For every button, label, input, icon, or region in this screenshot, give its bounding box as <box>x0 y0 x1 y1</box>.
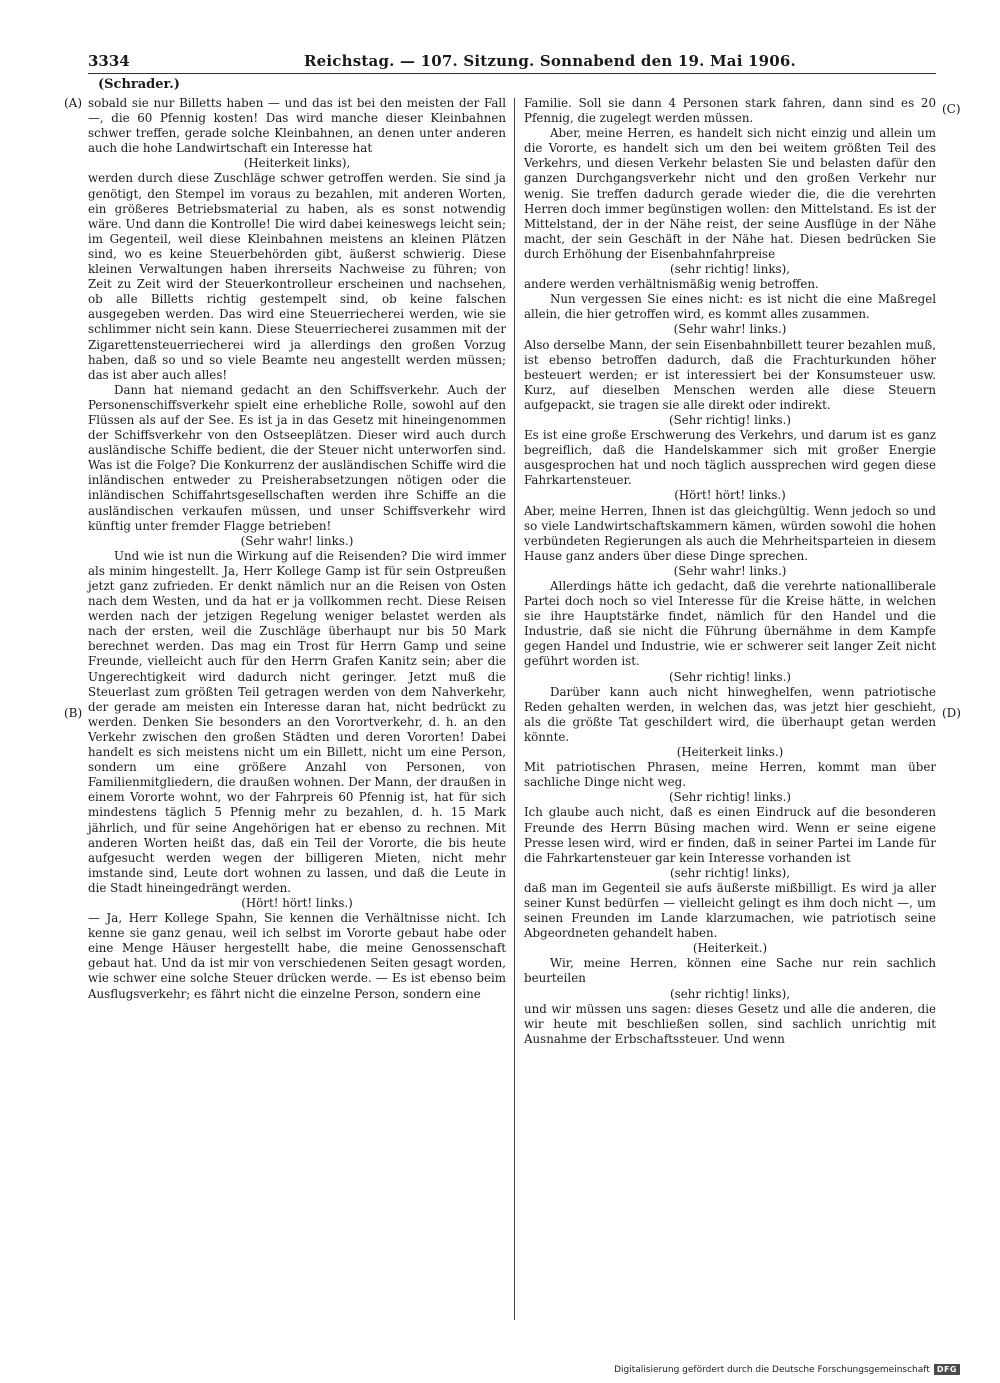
left-column <box>88 96 506 1002</box>
paragraph: Aber, meine Herren, Ihnen ist das gleichgültig. Wenn jedoch so und so viele Landwirtschaftskammern kämen, würden sowohl die hohen verbündeten Regierungen als auch die Mehrheitsparteien in diesem Hause ganz anders über diese Dinge sprechen. <box>524 503 936 563</box>
paragraph: werden durch diese Zuschläge schwer getroffen werden. Sie sind ja genötigt, den Stempel im voraus zu bezahlen, mit anderen Worten, ein größeres Betriebsmaterial zu haben, als es sonst notwendig wäre. Und dann die Kontrolle! Die wird dabei keineswegs leicht sein; im Gegenteil, weil diese Kleinbahnen meistens an kleinen Plätzen sind, wo es keine Steuerbehörden gibt, äußerst schwierig. Diese kleinen Verwaltungen haben ihrerseits Nachweise zu führen; von Zeit zu Zeit wird der Steuerkontrolleur erscheinen und nachsehen, ob alle Billetts richtig gestempelt sind, ob keine falschen ausgegeben werden. Das wird eine Steuerriecherei werden, wie sie schlimmer nicht sein kann. Diese Steuerriecherei zusammen mit der Zigarettensteuerriecherei wird ja allerdings den großen Vorzug haben, daß so und so viele Beamte neu angestellt werden müssen; das ist aber auch alles! <box>88 171 506 382</box>
interjection: (Heiterkeit links.) <box>676 745 784 760</box>
margin-mark-a: (A) <box>64 96 83 110</box>
paragraph: Allerdings hätte ich gedacht, daß die verehrte nationalliberale Partei doch noch so viel Interesse für die Kreise hätte, in welchen sie ihre Hauptstärke findet, nämlich für den Handel und die Industrie, daß sie nicht die Führung übernähme in dem Kampfe gegen Handel und Industrie, wie er schwerer seit langer Zeit nicht geführt worden ist. <box>524 579 936 669</box>
interjection: (Hört! hört! links.) <box>241 895 353 910</box>
column-divider <box>514 98 515 1320</box>
paragraph: sobald sie nur Billetts haben — und das ist bei den meisten der Fall —, die 60 Pfennig kosten! Das wird manche dieser Kleinbahnen schwer treffen, gerade solche Kleinbahnen, an denen unter anderen auch die hohe Landwirtschaft ein Interesse hat <box>88 96 506 156</box>
interjection: (Sehr richtig! links.) <box>668 412 791 427</box>
interjection: (sehr richtig! links), <box>670 262 790 277</box>
paragraph: Mit patriotischen Phrasen, meine Herren, kommt man über sachliche Dinge nicht weg. <box>524 760 936 790</box>
margin-mark-d: (D) <box>942 706 961 720</box>
interjection: (Hört! hört! links.) <box>674 488 786 503</box>
paragraph: Ich glaube auch nicht, daß es einen Eindruck auf die besonderen Freunde des Herrn Büsing machen wird. Wenn er seine eigene Presse lesen wird, wird er finden, daß in seiner Partei im Lande für die Fahrkartensteuer gar kein Interesse vorhanden ist <box>524 805 936 865</box>
interjection: (Sehr wahr! links.) <box>673 322 787 337</box>
paragraph: Dann hat niemand gedacht an den Schiffsverkehr. Auch der Personenschiffsverkehr spielt eine erhebliche Rolle, sowohl auf den Flüssen als auf der See. Es ist ja in das Gesetz mit hineingenommen der Schiffsverkehr von den Ostseeplätzen. Dieser wird auch durch ausländische Schiffe bedient, die der Steuer nicht unterworfen sind. Was ist die Folge? Die Konkurrenz der ausländischen Schiffe wird die inländischen entweder zu Preisherabsetzungen nötigen oder die inländischen Schiffahrtsgesellschaften werden ihre Schiffe an die ausländischen verkaufen müssen, und unser Schiffsverkehr wird künftig unter fremder Flagge betrieben! <box>88 382 506 533</box>
paragraph: und wir müssen uns sagen: dieses Gesetz und alle die anderen, die wir heute mit beschließen sollen, sind sachlich unrichtig mit Ausnahme der Erbschaftssteuer. Und wenn <box>524 1001 936 1046</box>
interjection: (Sehr wahr! links.) <box>673 563 787 578</box>
footer-credit-text: Digitalisierung gefördert durch die Deutsche Forschungsgemeinschaft <box>614 1364 930 1375</box>
paragraph: Es ist eine große Erschwerung des Verkehrs, und darum ist es ganz begreiflich, daß die Handelskammer sich mit großer Energie ausgesprochen hat und noch täglich aussprechen wird gegen diese Fahrkartensteuer. <box>524 428 936 488</box>
interjection: (Heiterkeit links), <box>243 156 351 171</box>
paragraph: Aber, meine Herren, es handelt sich nicht einzig und allein um die Vororte, es handelt sich um den bei weitem größten Teil des Verkehrs, und diesen Verkehr belasten Sie und belasten dafür den ganzen Durchgangsverkehr nicht und den großen Verkehr nur wenig. Sie treffen dadurch gerade wieder die, die die verehrten Herren doch immer begünstigen wollen: den Mittelstand. Es ist der Mittelstand, der in der Nähe reist, der seine Ausflüge in der Nähe macht, der sein Geschäft in der Nähe hat. Diesen bedrücken Sie durch Erhöhung der Eisenbahnfahrpreise <box>524 126 936 261</box>
interjection: (Heiterkeit.) <box>692 941 768 956</box>
paragraph: Wir, meine Herren, können eine Sache nur rein sachlich beurteilen <box>524 956 936 986</box>
paragraph: — Ja, Herr Kollege Spahn, Sie kennen die Verhältnisse nicht. Ich kenne sie ganz genau, weil ich selbst im Vororte gebaut habe oder eine Menge Häuser hergestellt habe, die meine Genossenschaft gebaut hat. Und da ist mir von verschiedenen Seiten gesagt worden, wie schwer eine solche Steuer drücken werde. — Es ist ebenso beim Ausflugsverkehr; es fährt nicht die einzelne Person, sondern eine <box>88 911 506 1001</box>
interjection: (Sehr richtig! links.) <box>668 669 791 684</box>
interjection: (Sehr richtig! links.) <box>668 790 791 805</box>
dfg-logo-icon: DFG <box>934 1364 960 1375</box>
interjection: (sehr richtig! links), <box>670 865 790 880</box>
interjection: (sehr richtig! links), <box>670 986 790 1001</box>
interjection: (Sehr wahr! links.) <box>240 533 354 548</box>
paragraph: Nun vergessen Sie eines nicht: es ist nicht die eine Maßregel allein, die hier getroffen wird, es kommt alles zusammen. <box>524 292 936 322</box>
paragraph: daß man im Gegenteil sie aufs äußerste mißbilligt. Es wird ja aller seiner Kunst bedürfen — vielleicht gelingt es ihm doch nicht —, um seinen Freunden im Lande klarzumachen, wie patriotisch seine Abgeordneten gehandelt haben. <box>524 880 936 941</box>
page-header-title: Reichstag. — 107. Sitzung. Sonnabend den 19. Mai 1906. <box>304 52 796 70</box>
footer-credit <box>614 1364 960 1375</box>
paragraph: Also derselbe Mann, der sein Eisenbahnbillett teurer bezahlen muß, ist ebenso betroffen dadurch, daß die Frachturkunden höher besteuert werden; er ist interessiert bei der Konsumsteuer usw. Kurz, auf dieselben Menschen werden alle diese Steuern aufgepackt, sie tragen sie alle direkt oder indirekt. <box>524 337 936 412</box>
paragraph: Darüber kann auch nicht hinweghelfen, wenn patriotische Reden gehalten werden, in welchen das, was jetzt hier geschieht, als die größte Tat geschildert wird, die überhaupt getan werden könnte. <box>524 684 936 744</box>
margin-mark-b: (B) <box>64 706 83 720</box>
paragraph: andere werden verhältnismäßig wenig betroffen. <box>524 277 819 292</box>
speaker-name: (Schrader.) <box>98 77 180 92</box>
paragraph: Familie. Soll sie dann 4 Personen stark fahren, dann sind es 20 Pfennig, die zugelegt werden müssen. <box>524 96 936 126</box>
page-number: 3334 <box>88 52 130 70</box>
paragraph: Und wie ist nun die Wirkung auf die Reisenden? Die wird immer als minim hingestellt. Ja, Herr Kollege Gamp ist für sein Ostpreußen jetzt ganz zufrieden. Er denkt nämlich nur an die Reisen von Osten nach dem Westen, und da hat er ja vollkommen recht. Diese Reisen werden nach der jetzigen Regelung weniger belastet werden als nach der ersten, weil die Zuschläge überhaupt nur bis 50 Mark berechnet werden. Das mag ein Trost für Herrn Gamp und seine Freunde, vielleicht auch für den Herrn Grafen Kanitz sein; aber die Ungerechtigkeit wird dadurch nicht geringer. Jetzt muß die Steuerlast zum größten Teil getragen werden von dem Nahverkehr, der gerade am meisten ein Interesse daran hat, nicht bedrückt zu werden. Denken Sie besonders an den Vorortverkehr, d. h. an den Verkehr zwischen den großen Städten und deren Vororten! Dabei handelt es sich meistens nicht um ein Billett, nicht um eine Person, sondern um eine größere Anzahl von Personen, von Familienmitgliedern, die draußen wohnen. Der Mann, der draußen in einem Vororte wohnt, wo der Fahrpreis 60 Pfennig ist, hat für sich mindestens täglich 5 Pfennig mehr zu bezahlen, d. h. 15 Mark jährlich, und für seine Angehörigen hat er ebenso zu rechnen. Mit anderen Worten heißt das, daß ein Teil der Vororte, die bis heute aufgesucht werden wegen der billigeren Mieten, nicht mehr imstande sind, Leute dort wohnen zu lassen, und daß die Leute in die Stadt hineingedrängt werden. <box>88 548 506 895</box>
right-column <box>524 96 936 1047</box>
header-rule <box>88 73 936 74</box>
margin-mark-c: (C) <box>942 102 961 116</box>
